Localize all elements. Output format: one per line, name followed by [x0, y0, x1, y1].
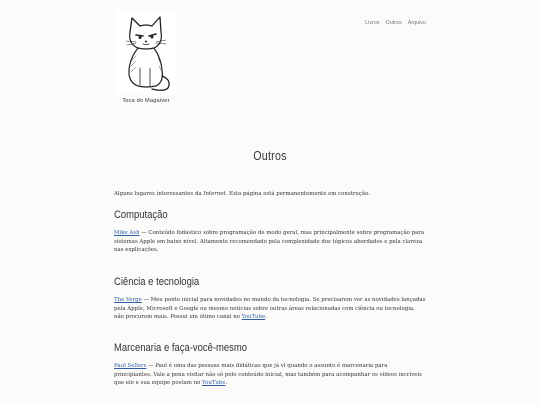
cat-logo-icon[interactable]	[116, 10, 176, 94]
entry-the-verge	[114, 296, 426, 322]
top-nav	[365, 20, 426, 26]
link-paul-sellers[interactable]: Paul Sellers	[114, 363, 147, 369]
section-heading: Computação	[114, 209, 168, 221]
entry-tail-text: .	[225, 380, 228, 387]
nav-item-livros[interactable]: Livros	[365, 20, 380, 26]
page-intro	[114, 190, 426, 199]
section-ciencia-tecnologia	[114, 276, 426, 322]
section-marcenaria	[114, 342, 426, 388]
nav-item-arquivo[interactable]: Arquivo	[407, 20, 426, 26]
site-header	[114, 0, 426, 112]
link-youtube-paul[interactable]: YouTube	[202, 380, 226, 387]
entry-tail-text: .	[265, 314, 267, 321]
page-container	[114, 0, 426, 405]
entry-paul-sellers	[114, 362, 426, 388]
entry-text: — Meu ponto inicial para novidades no mundo da tecnologia. Se precisarem ver as novidades lançadas pela Apple, Microsoft e Google ou mesmo notícias sobre outras áreas relacionadas com ciência ou tecnologia, não procurem mais. Possui um ótimo canal no	[114, 297, 426, 321]
intro-text-before: Alguns lugares interessantes da	[114, 191, 204, 197]
nav-item-outros[interactable]: Outros	[385, 20, 402, 26]
intro-text-after: . Esta página está permanentemente em construção.	[225, 191, 370, 197]
page-title: Outros	[253, 148, 287, 163]
entry-text: — Paul é uma das pessoas mais didáticas que já vi quando o assunto é marcenaria para principiantes. Vale a pena visitar não só pelo conteúdo inicial, mas também para acompanhar os vídeos incríveis que ele e sua equipe postam no	[114, 363, 422, 387]
section-heading: Marcenaria e faça-você-mesmo	[114, 342, 248, 354]
intro-text-em: Internet	[203, 191, 226, 197]
site-name[interactable]: Toca do Magaiver	[122, 98, 170, 104]
section-computacao	[114, 209, 426, 255]
link-the-verge[interactable]: The Verge	[114, 297, 142, 303]
entry-mike-ash	[114, 229, 426, 255]
link-mike-ash[interactable]: Mike Ash	[114, 230, 140, 236]
entry-text: — Conteúdo fodástico sobre programação de modo geral, mas principalmente sobre programação para sistemas Apple em baixo nível. Altamente recomendado pela complexidade dos tópicos abordados e pela clareza nas explicações.	[114, 230, 425, 254]
link-youtube-verge[interactable]: YouTube	[241, 314, 266, 321]
section-heading: Ciência e tecnologia	[114, 276, 200, 288]
cat-drawing	[116, 10, 176, 94]
